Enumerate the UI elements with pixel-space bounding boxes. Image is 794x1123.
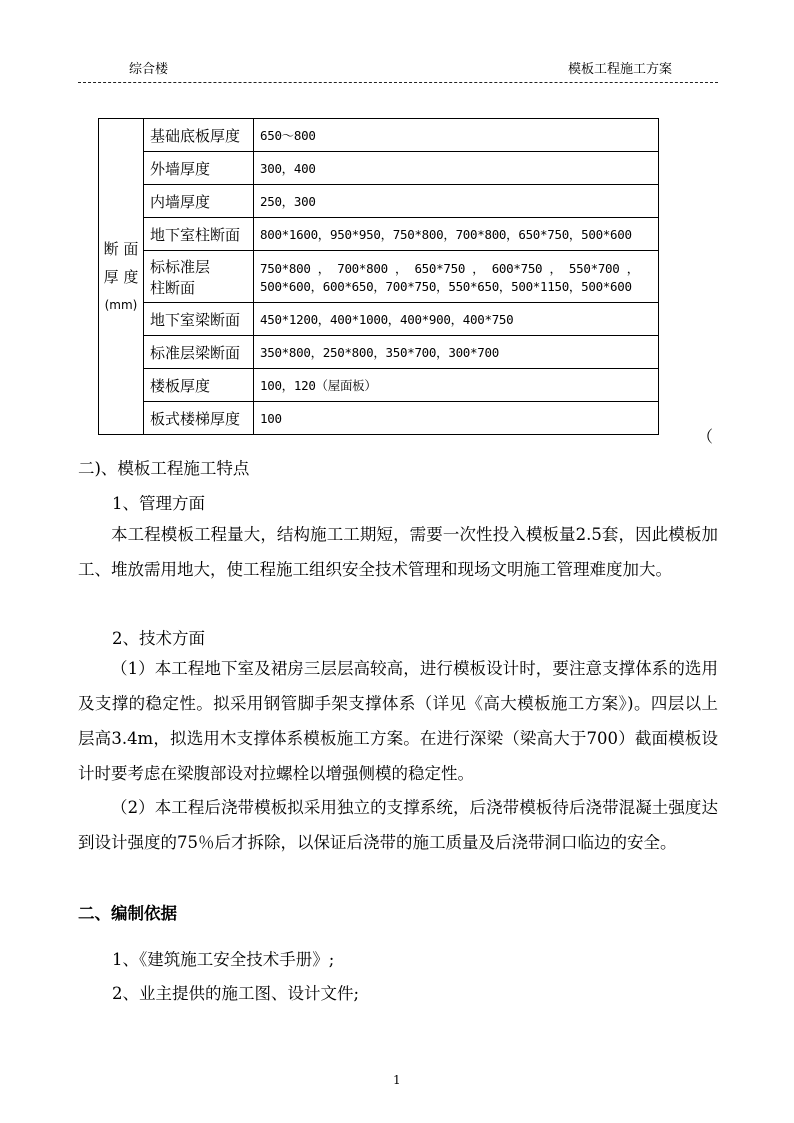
row-value: 650～800	[254, 119, 659, 152]
table-row	[99, 251, 659, 303]
header-project-name: 综合楼	[129, 62, 169, 77]
table-row	[99, 218, 659, 251]
row-label-line2: 柱断面	[150, 278, 196, 297]
table-row	[99, 369, 659, 402]
table-row	[99, 152, 659, 185]
subsection-heading: 1、管理方面	[112, 494, 205, 513]
table-row	[99, 402, 659, 435]
row-label	[144, 251, 254, 303]
row-value: 100	[254, 402, 659, 435]
row-value	[254, 251, 659, 303]
table-row	[99, 119, 659, 152]
header-divider	[78, 82, 718, 83]
row-label: 地下室梁断面	[144, 303, 254, 336]
row-label: 基础底板厚度	[144, 119, 254, 152]
row-label: 板式楼梯厚度	[144, 402, 254, 435]
dimension-table	[98, 118, 659, 435]
basis-item: 1、《建筑施工安全技术手册》;	[112, 950, 335, 969]
section-heading: 二)、模板工程施工特点	[78, 459, 250, 478]
stray-parenthesis: （	[697, 427, 714, 446]
row-value-line2: 500*600，600*650，700*750，550*650，500*1150，500*600	[260, 278, 632, 294]
row-value-line1: 750*800 ， 700*800 ， 650*750 ， 600*750 ， 550*700 ，	[260, 260, 639, 276]
row-label: 内墙厚度	[144, 185, 254, 218]
row-label: 标准层梁断面	[144, 336, 254, 369]
paragraph-management: 本工程模板工程量大，结构施工工期短，需要一次性投入模板量2.5套，因此模板加工、堆放需用地大，使工程施工组织安全技术管理和现场文明施工管理难度加大。	[78, 525, 718, 579]
row-value: 350*800，250*800，350*700，300*700	[254, 336, 659, 369]
row-value: 100，120（屋面板）	[254, 369, 659, 402]
page-number: 1	[393, 1073, 401, 1087]
paragraph-technical-1: （1）本工程地下室及裙房三层层高较高，进行模板设计时，要注意支撑体系的选用及支撑的稳定性。拟采用钢管脚手架支撑体系（详见《高大模板施工方案》)。四层以上层高3.4m，拟选用木支撑体系模板施工方案。在进行深梁（梁高大于700）截面模板设计时要考虑在梁腹部设对拉螺栓以增强侧模的稳定性。	[78, 659, 718, 783]
row-label: 楼板厚度	[144, 369, 254, 402]
group-label-line2: 厚 度	[103, 267, 139, 286]
row-label: 地下室柱断面	[144, 218, 254, 251]
row-value: 450*1200，400*1000，400*900，400*750	[254, 303, 659, 336]
group-label-line1: 断 面	[103, 239, 139, 258]
row-label-line1: 标标准层	[150, 257, 211, 276]
table-row	[99, 185, 659, 218]
group-cell	[99, 119, 144, 435]
table-row	[99, 336, 659, 369]
basis-item: 2、业主提供的施工图、设计文件;	[112, 984, 360, 1003]
row-value: 250，300	[254, 185, 659, 218]
group-label-unit: (mm)	[104, 297, 138, 312]
table-row	[99, 303, 659, 336]
subsection-heading: 2、技术方面	[112, 629, 205, 648]
row-value: 300，400	[254, 152, 659, 185]
header-document-title: 模板工程施工方案	[568, 62, 673, 77]
paragraph-technical-2: （2）本工程后浇带模板拟采用独立的支撑系统，后浇带模板待后浇带混凝土强度达到设计强度的75％后才拆除，以保证后浇带的施工质量及后浇带洞口临边的安全。	[78, 798, 718, 852]
section-heading-basis: 二、编制依据	[78, 904, 177, 923]
row-label: 外墙厚度	[144, 152, 254, 185]
row-value: 800*1600，950*950，750*800，700*800，650*750，500*600	[254, 218, 659, 251]
